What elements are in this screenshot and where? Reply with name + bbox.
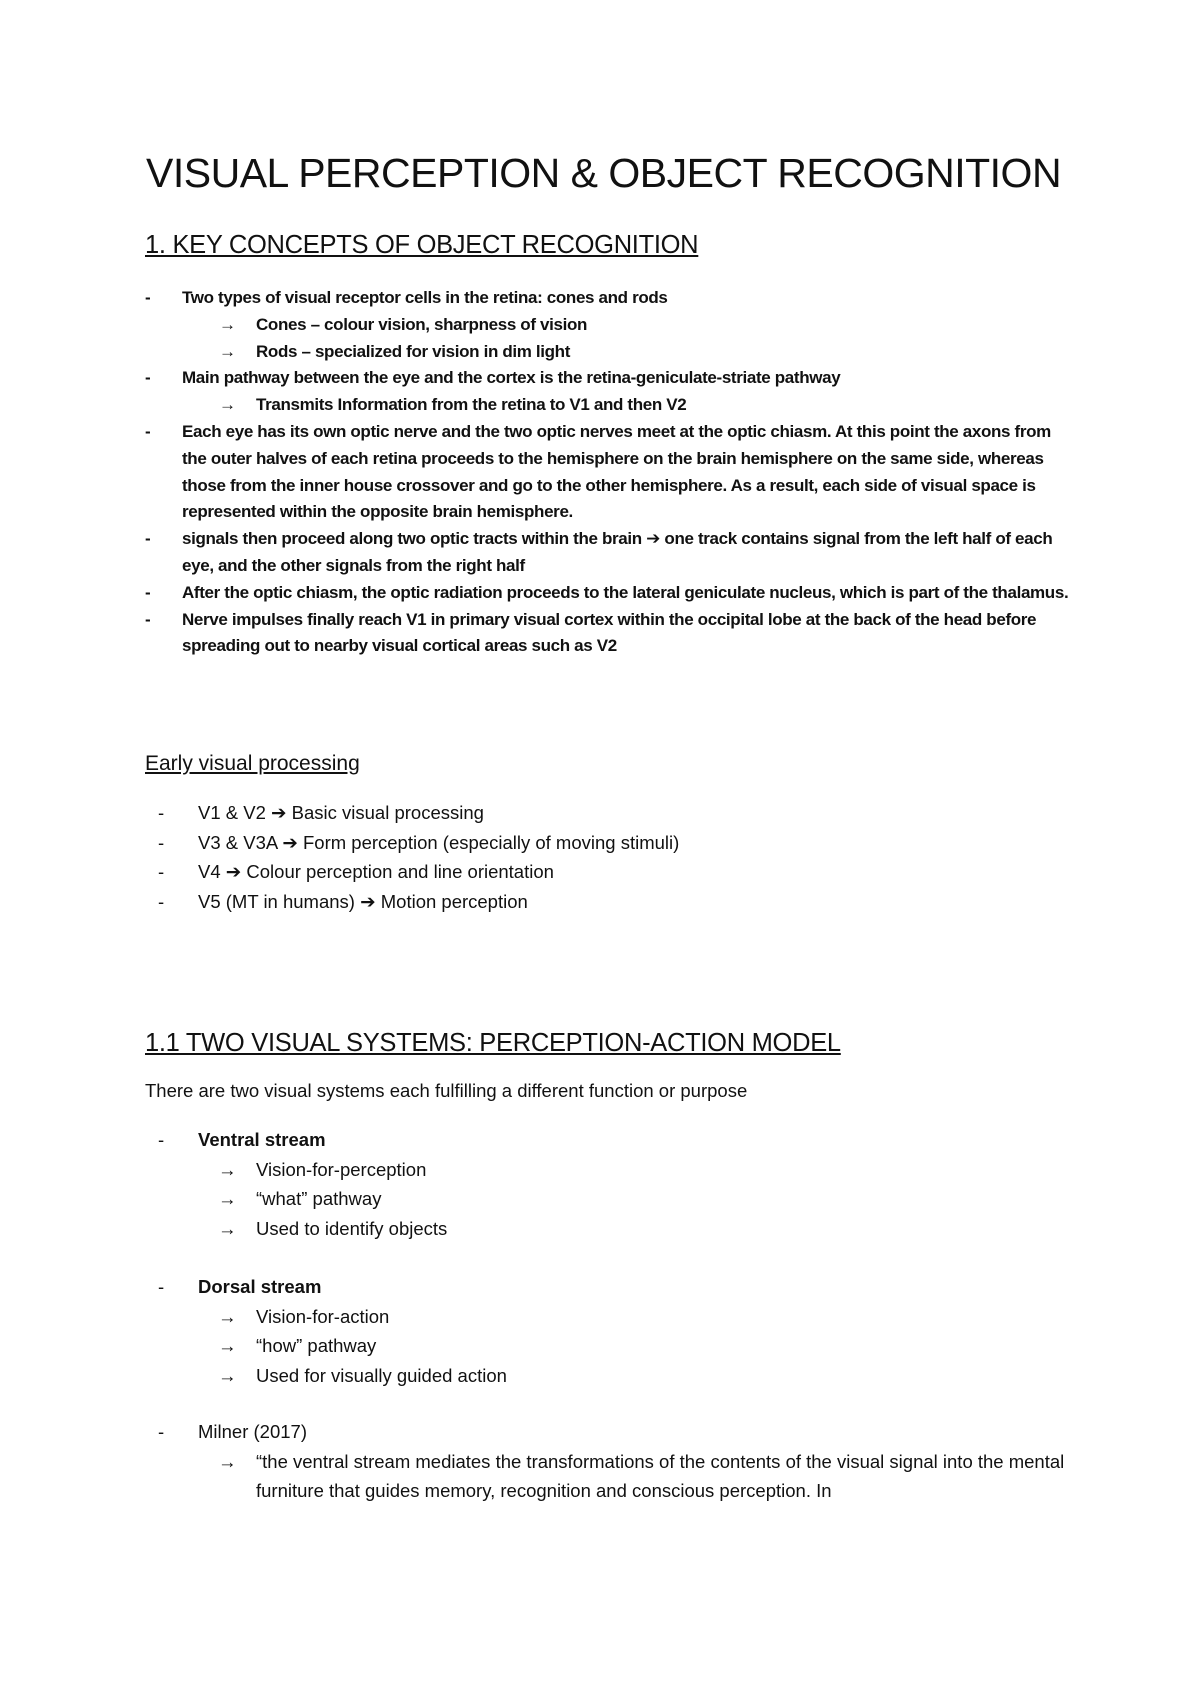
sub-item-text: Used for visually guided action bbox=[256, 1364, 507, 1386]
key-concepts-list bbox=[145, 285, 1075, 660]
list-item-text: V1 & V2 ➔ Basic visual processing bbox=[198, 802, 484, 823]
arrow-icon: → bbox=[219, 314, 236, 334]
dash-bullet: - bbox=[145, 609, 151, 629]
sub-list-item bbox=[145, 392, 1075, 419]
early-processing-list bbox=[158, 798, 679, 916]
list-item bbox=[145, 607, 1075, 661]
arrow-icon: → bbox=[218, 1450, 237, 1472]
sub-item-text: “how” pathway bbox=[256, 1335, 377, 1356]
list-item bbox=[145, 419, 1075, 526]
ventral-stream-list bbox=[158, 1125, 1078, 1243]
list-item-text: After the optic chiasm, the optic radiation proceeds to the lateral geniculate nucleus, which is part of the thalamus. bbox=[182, 582, 1069, 602]
list-item-text: signals then proceed along two optic tracts within the brain ➔ one track contains signal from the left half of each eye, and the other signals from the right half bbox=[182, 529, 1053, 575]
sub-list-item bbox=[158, 1361, 1078, 1391]
dash-bullet: - bbox=[145, 421, 151, 441]
arrow-icon: → bbox=[218, 1305, 237, 1327]
sub-list-item bbox=[158, 1331, 1078, 1361]
sub-list-item bbox=[158, 1214, 1078, 1244]
dash-bullet: - bbox=[145, 582, 151, 602]
list-item bbox=[158, 1417, 1078, 1447]
list-item bbox=[145, 526, 1075, 580]
dash-bullet: - bbox=[158, 831, 165, 853]
sub-item-text: “the ventral stream mediates the transformations of the contents of the visual signal into the mental furniture that guides memory, recognition and conscious perception. In bbox=[256, 1450, 1065, 1501]
arrow-icon: → bbox=[218, 1364, 237, 1386]
list-item-text: Two types of visual receptor cells in the retina: cones and rods bbox=[182, 288, 668, 307]
dash-bullet: - bbox=[158, 861, 165, 882]
sub-list-item bbox=[158, 1447, 1078, 1506]
section-1-1-heading: 1.1 TWO VISUAL SYSTEMS: PERCEPTION-ACTION MODEL bbox=[145, 1029, 841, 1057]
list-item bbox=[158, 887, 679, 917]
dash-bullet: - bbox=[158, 890, 165, 912]
early-processing-heading: Early visual processing bbox=[145, 752, 360, 775]
list-item bbox=[145, 285, 1075, 312]
list-item bbox=[145, 365, 1075, 392]
dorsal-stream-list bbox=[158, 1272, 1078, 1390]
dash-bullet: - bbox=[145, 529, 151, 549]
sub-item-text: Cones – colour vision, sharpness of vision bbox=[256, 314, 588, 334]
list-item bbox=[158, 828, 679, 858]
list-item-text: Each eye has its own optic nerve and the two optic nerves meet at the optic chiasm. At this point the axons from the outer halves of each retina proceeds to the hemisphere on the brain hemisphere on the same side, whereas those from the inner house crossover and go to the other hemisphere. As a result, each side of visual space is represented within the opposite brain hemisphere. bbox=[182, 421, 1051, 522]
list-item bbox=[158, 1272, 1078, 1302]
arrow-icon: → bbox=[218, 1217, 237, 1239]
arrow-icon: → bbox=[219, 395, 236, 415]
sub-item-text: “what” pathway bbox=[256, 1188, 382, 1209]
dash-bullet: - bbox=[158, 1129, 165, 1150]
list-item bbox=[145, 580, 1075, 607]
list-item-text: V5 (MT in humans) ➔ Motion perception bbox=[198, 890, 528, 912]
list-item-text: Nerve impulses finally reach V1 in primary visual cortex within the occipital lobe at the back of the head before spreading out to nearby visual cortical areas such as V2 bbox=[182, 609, 1037, 656]
dash-bullet: - bbox=[158, 1421, 165, 1442]
milner-list bbox=[158, 1417, 1078, 1506]
sub-item-text: Transmits Information from the retina to V1 and then V2 bbox=[256, 395, 687, 415]
milner-label: Milner (2017) bbox=[198, 1421, 307, 1442]
sub-item-text: Used to identify objects bbox=[256, 1217, 448, 1239]
arrow-icon: → bbox=[218, 1335, 237, 1356]
sub-list-item bbox=[145, 339, 1075, 366]
dash-bullet: - bbox=[158, 802, 165, 823]
dorsal-stream-label: Dorsal stream bbox=[198, 1276, 322, 1297]
section-intro: There are two visual systems each fulfilling a different function or purpose bbox=[145, 1080, 748, 1101]
sub-item-text: Rods – specialized for vision in dim light bbox=[256, 341, 571, 361]
sub-item-text: Vision-for-action bbox=[256, 1305, 390, 1327]
arrow-icon: → bbox=[218, 1158, 237, 1180]
list-item bbox=[158, 857, 679, 887]
sub-list-item bbox=[145, 312, 1075, 339]
list-item-text: V3 & V3A ➔ Form perception (especially of moving stimuli) bbox=[198, 831, 680, 853]
dash-bullet: - bbox=[158, 1276, 165, 1297]
sub-list-item bbox=[158, 1302, 1078, 1332]
list-item bbox=[158, 1125, 1078, 1155]
dash-bullet: - bbox=[145, 368, 151, 388]
sub-item-text: Vision-for-perception bbox=[256, 1158, 427, 1180]
list-item bbox=[158, 798, 679, 828]
ventral-stream-label: Ventral stream bbox=[198, 1129, 326, 1150]
list-item-text: V4 ➔ Colour perception and line orientation bbox=[198, 861, 554, 882]
list-item-text: Main pathway between the eye and the cortex is the retina-geniculate-striate pathway bbox=[182, 368, 841, 388]
arrow-icon: → bbox=[218, 1188, 237, 1209]
document-title: VISUAL PERCEPTION & OBJECT RECOGNITION bbox=[146, 150, 1062, 196]
arrow-icon: → bbox=[219, 341, 236, 361]
sub-list-item bbox=[158, 1184, 1078, 1214]
section-1-heading: 1. KEY CONCEPTS OF OBJECT RECOGNITION bbox=[145, 231, 699, 259]
dash-bullet: - bbox=[145, 288, 151, 307]
sub-list-item bbox=[158, 1155, 1078, 1185]
